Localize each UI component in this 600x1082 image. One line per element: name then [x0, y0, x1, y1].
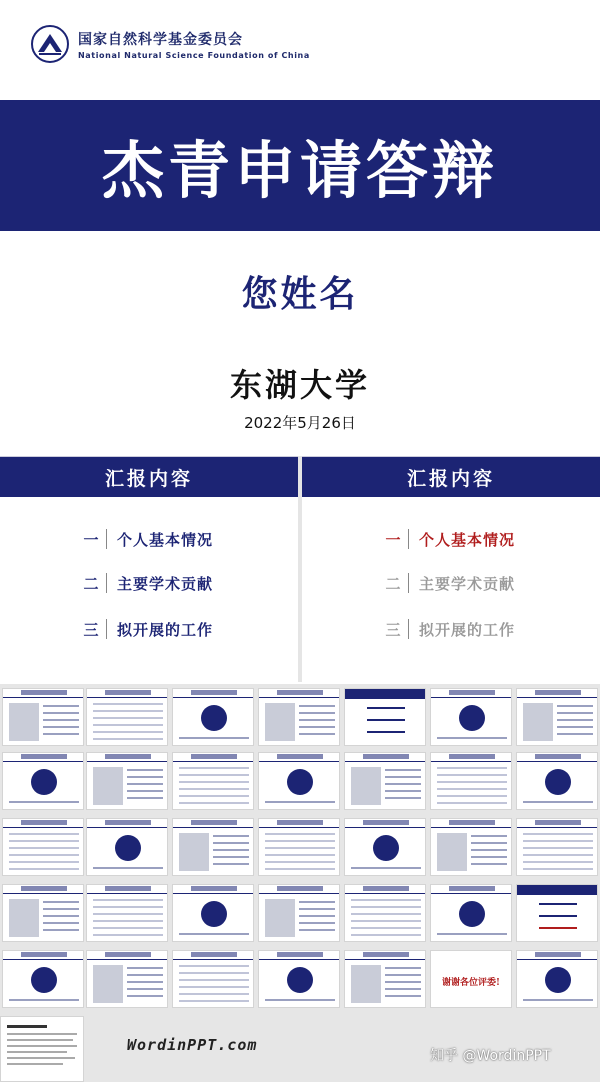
slide-thumbnail	[430, 752, 512, 810]
thumb-header-title	[105, 690, 151, 695]
thumb-line	[539, 903, 577, 905]
thumb-table-row	[179, 802, 249, 804]
thumb-line	[213, 863, 249, 865]
thumb-band	[345, 689, 426, 699]
slide-thumbnail	[516, 818, 598, 876]
thumb-line	[265, 801, 335, 803]
thumb-table-row	[93, 717, 163, 719]
thumb-table-row	[9, 847, 79, 849]
slide-thumbnail	[86, 818, 168, 876]
thumb-header	[431, 885, 511, 894]
thumb-header	[259, 885, 339, 894]
thumb-line	[43, 908, 79, 910]
slide-thumbnail	[516, 884, 598, 942]
slide-thumbnail	[172, 950, 254, 1008]
thumb-table-row	[93, 724, 163, 726]
thumb-line	[127, 797, 163, 799]
toc-label: 拟开展的工作	[419, 620, 516, 639]
thumb-line	[299, 915, 335, 917]
thumb-line	[471, 849, 507, 851]
thumb-line	[299, 901, 335, 903]
slide-thumbnail	[430, 884, 512, 942]
thumb-image	[93, 965, 123, 1003]
toc-item-dim	[382, 617, 515, 641]
thumb-line	[179, 737, 249, 739]
thumb-line	[127, 776, 163, 778]
thumb-line	[9, 999, 79, 1001]
thumb-header-title	[363, 886, 409, 891]
contents-slide-right	[302, 456, 600, 682]
thumb-header	[345, 951, 425, 960]
thumb-line	[471, 842, 507, 844]
thumb-band	[517, 885, 598, 895]
thumb-table-row	[93, 738, 163, 740]
thumb-table-row	[437, 788, 507, 790]
thumb-line	[557, 733, 593, 735]
thumb-header	[345, 753, 425, 762]
thumb-table-row	[437, 802, 507, 804]
thumb-header-title	[105, 886, 151, 891]
slide-thumbnail	[172, 752, 254, 810]
toc-item	[80, 617, 213, 641]
thumb-line	[437, 737, 507, 739]
thumb-header-title	[449, 820, 495, 825]
thumb-line	[299, 705, 335, 707]
thumb-header	[259, 689, 339, 698]
thumb-line	[265, 999, 335, 1001]
thumb-table-row	[179, 774, 249, 776]
thumb-table-row	[179, 993, 249, 995]
toc-divider	[106, 573, 107, 593]
thumb-line	[385, 974, 421, 976]
thumb-header	[87, 753, 167, 762]
slide-title: 杰青申请答辩	[101, 134, 498, 207]
thumb-table-row	[179, 979, 249, 981]
toc-num: 二	[83, 574, 99, 593]
thumb-header-title	[277, 754, 323, 759]
thumb-header	[3, 885, 83, 894]
thumb-header	[517, 753, 597, 762]
thumb-table-row	[265, 847, 335, 849]
thumb-line	[539, 927, 577, 929]
thumb-table-row	[265, 854, 335, 856]
thumb-line	[299, 712, 335, 714]
slide-thumbnail	[258, 818, 340, 876]
contents-heading-band	[302, 457, 600, 497]
slide-thumbnail	[258, 884, 340, 942]
slide-thumbnail	[258, 688, 340, 746]
thumb-header-title	[191, 820, 237, 825]
nsfc-logo-icon	[30, 24, 70, 64]
thumb-line	[43, 705, 79, 707]
org-name-en: National Natural Science Foundation of China	[78, 50, 310, 60]
thumb-header-title	[277, 952, 323, 957]
toc-divider	[408, 529, 409, 549]
toc-label: 拟开展的工作	[117, 620, 214, 639]
thumb-line	[43, 922, 79, 924]
thumb-header-title	[449, 754, 495, 759]
thumb-line	[557, 705, 593, 707]
thumb-line	[127, 967, 163, 969]
slide-thumbnail	[86, 752, 168, 810]
thumb-table-row	[523, 868, 593, 870]
thumb-table-row	[437, 795, 507, 797]
thumb-header-title	[277, 820, 323, 825]
thumb-table-row	[351, 906, 421, 908]
thumb-header-title	[21, 820, 67, 825]
presentation-date: 2022年5月26日	[244, 414, 356, 432]
slide-thumbnail	[344, 884, 426, 942]
thumb-line	[127, 783, 163, 785]
thumb-line	[385, 783, 421, 785]
org-header	[30, 22, 310, 66]
thumb-header-title	[449, 886, 495, 891]
slide-thumbnail	[2, 884, 84, 942]
thumb-table-row	[351, 913, 421, 915]
thumb-line	[179, 933, 249, 935]
thumb-table-row	[9, 868, 79, 870]
thumb-table-row	[93, 899, 163, 901]
thumb-circle	[459, 901, 485, 927]
thumb-header-title	[191, 690, 237, 695]
thumb-line	[385, 790, 421, 792]
thumb-header-title	[21, 952, 67, 957]
thumb-header-title	[191, 754, 237, 759]
slide-thumbnail	[430, 818, 512, 876]
thumb-table-row	[93, 934, 163, 936]
toc-item-dim	[382, 571, 515, 595]
thumb-line	[43, 915, 79, 917]
thumb-header-title	[363, 754, 409, 759]
thumb-table-row	[265, 840, 335, 842]
thumb-table-row	[93, 920, 163, 922]
thumb-circle	[31, 769, 57, 795]
thumb-line	[523, 801, 593, 803]
thumb-circle	[373, 835, 399, 861]
thumb-header	[3, 689, 83, 698]
thumb-header	[431, 689, 511, 698]
slide-thumbnail	[344, 818, 426, 876]
toc-num: 一	[83, 530, 99, 549]
org-name-zh: 国家自然科学基金委员会	[78, 31, 243, 48]
title-band	[0, 100, 600, 231]
thumb-line	[539, 915, 577, 917]
thumb-line	[557, 726, 593, 728]
thumb-table-row	[179, 986, 249, 988]
thumb-line	[43, 726, 79, 728]
thumb-header	[345, 819, 425, 828]
slide-thumbnail	[86, 884, 168, 942]
thumb-table-row	[437, 781, 507, 783]
slide-thumbnail	[2, 950, 84, 1008]
thumb-line	[213, 856, 249, 858]
thumb-table-row	[179, 767, 249, 769]
thumb-line	[43, 929, 79, 931]
toc-num: 二	[385, 574, 401, 593]
thumb-header-title	[21, 754, 67, 759]
thumb-line	[471, 835, 507, 837]
thumb-header-title	[105, 754, 151, 759]
thumb-line	[299, 908, 335, 910]
thumb-header	[173, 951, 253, 960]
slide-thumbnail	[344, 688, 426, 746]
applicant-name: 您姓名	[241, 273, 359, 315]
thumb-header	[3, 951, 83, 960]
thank-you-thumbnail	[430, 950, 512, 1008]
thumb-line	[93, 867, 163, 869]
thumb-header	[87, 819, 167, 828]
thumb-line	[127, 790, 163, 792]
thumb-header	[259, 951, 339, 960]
thumb-table-row	[179, 795, 249, 797]
toc-label: 主要学术贡献	[117, 574, 214, 593]
thumb-header-title	[535, 754, 581, 759]
thumb-header	[173, 689, 253, 698]
thumb-table-row	[437, 767, 507, 769]
thumb-circle	[545, 769, 571, 795]
thumb-line	[43, 733, 79, 735]
thumb-header	[517, 819, 597, 828]
thumb-table-row	[93, 927, 163, 929]
toc-divider	[106, 529, 107, 549]
thumb-line	[385, 967, 421, 969]
thumb-circle	[115, 835, 141, 861]
thumb-line	[43, 712, 79, 714]
thumb-table-row	[523, 861, 593, 863]
thumb-line	[299, 733, 335, 735]
thumb-header-title	[535, 952, 581, 957]
thumb-line	[299, 726, 335, 728]
thumb-header-title	[191, 952, 237, 957]
thumb-line	[367, 731, 405, 733]
thumb-table-row	[9, 833, 79, 835]
thumb-table-row	[523, 847, 593, 849]
thumb-line	[385, 981, 421, 983]
thumb-line	[385, 769, 421, 771]
thumb-circle	[31, 967, 57, 993]
university-name: 东湖大学	[229, 366, 370, 404]
thumb-circle	[459, 705, 485, 731]
slide-thumbnail	[86, 950, 168, 1008]
thumb-image	[265, 703, 295, 741]
thumb-header	[173, 885, 253, 894]
thumb-header	[173, 819, 253, 828]
contents-slide-left	[0, 456, 298, 682]
thumb-header	[517, 951, 597, 960]
thumb-line	[43, 719, 79, 721]
thumb-table-row	[179, 965, 249, 967]
slide-thumbnail	[516, 752, 598, 810]
thumb-table-row	[93, 710, 163, 712]
cover-slide	[0, 0, 600, 452]
thumb-image	[437, 833, 467, 871]
contents-heading: 汇报内容	[104, 467, 193, 490]
thumb-header-title	[277, 886, 323, 891]
slide-thumbnail	[2, 818, 84, 876]
slide-thumbnail	[172, 688, 254, 746]
thumb-line	[127, 981, 163, 983]
slide-thumbnail	[258, 752, 340, 810]
thumb-header	[345, 885, 425, 894]
thumb-line	[385, 988, 421, 990]
thumb-header-title	[191, 886, 237, 891]
thumb-header	[431, 819, 511, 828]
thumb-line	[471, 863, 507, 865]
thumb-line	[127, 995, 163, 997]
toc-label: 主要学术贡献	[419, 574, 516, 593]
toc-item	[80, 527, 213, 551]
slide-thumbnail	[344, 950, 426, 1008]
thumb-circle	[287, 769, 313, 795]
thumb-line	[437, 933, 507, 935]
thumb-header	[3, 819, 83, 828]
thumb-circle	[201, 705, 227, 731]
thumb-table-row	[93, 906, 163, 908]
thumb-line	[557, 719, 593, 721]
slide-thumbnail	[86, 688, 168, 746]
thumb-header-title	[363, 820, 409, 825]
thumb-line	[213, 842, 249, 844]
toc-divider	[408, 619, 409, 639]
thumb-table-row	[179, 788, 249, 790]
thumb-table-row	[523, 833, 593, 835]
thumb-header-title	[21, 690, 67, 695]
document-thumbnail	[0, 1016, 84, 1082]
thumb-table-row	[351, 899, 421, 901]
thumb-header	[517, 689, 597, 698]
thumb-table-row	[179, 781, 249, 783]
thumb-table-row	[265, 868, 335, 870]
thumb-table-row	[523, 854, 593, 856]
thumb-line	[127, 988, 163, 990]
thumb-header	[259, 819, 339, 828]
thumb-circle	[545, 967, 571, 993]
slide-thumbnail	[516, 950, 598, 1008]
thumb-circle	[201, 901, 227, 927]
thumb-header-title	[363, 952, 409, 957]
contents-heading: 汇报内容	[406, 467, 495, 490]
thumb-line	[127, 769, 163, 771]
thumb-header	[173, 753, 253, 762]
thumb-table-row	[9, 861, 79, 863]
thumb-header-title	[105, 820, 151, 825]
toc-item	[80, 571, 213, 595]
slide-thumbnail	[430, 688, 512, 746]
thumb-header	[87, 951, 167, 960]
thumb-image	[93, 767, 123, 805]
thumb-table-row	[437, 774, 507, 776]
thumb-image	[523, 703, 553, 741]
thumb-line	[471, 856, 507, 858]
thumb-header-title	[535, 690, 581, 695]
slide-thumbnail	[172, 884, 254, 942]
thumb-header-title	[535, 820, 581, 825]
thumb-line	[385, 995, 421, 997]
slide-thumbnail	[2, 688, 84, 746]
thumb-line	[299, 922, 335, 924]
thumb-line	[9, 801, 79, 803]
thumb-circle	[287, 967, 313, 993]
thumb-table-row	[9, 840, 79, 842]
thumb-image	[351, 767, 381, 805]
thumb-table-row	[351, 927, 421, 929]
thumb-image	[265, 899, 295, 937]
slide-thumbnail	[258, 950, 340, 1008]
thumb-table-row	[179, 1000, 249, 1002]
thumb-header-title	[277, 690, 323, 695]
thumb-line	[299, 929, 335, 931]
toc-num: 三	[83, 620, 99, 639]
thumb-line	[523, 999, 593, 1001]
thumb-header	[3, 753, 83, 762]
thumb-line	[213, 849, 249, 851]
thumb-table-row	[93, 913, 163, 915]
thumb-line	[367, 707, 405, 709]
toc-num: 三	[385, 620, 401, 639]
thumb-header	[431, 753, 511, 762]
toc-label: 个人基本情况	[419, 530, 516, 549]
thumb-line	[351, 867, 421, 869]
thumb-table-row	[351, 934, 421, 936]
thumb-table-row	[523, 840, 593, 842]
thumb-line	[385, 797, 421, 799]
thumb-line	[299, 719, 335, 721]
thumb-table-row	[351, 920, 421, 922]
thumb-table-row	[179, 972, 249, 974]
thumb-line	[385, 776, 421, 778]
thumb-table-row	[93, 731, 163, 733]
toc-divider	[106, 619, 107, 639]
toc-divider	[408, 573, 409, 593]
thumb-image	[9, 703, 39, 741]
thumb-table-row	[9, 854, 79, 856]
thumb-table-row	[265, 833, 335, 835]
thumb-header	[87, 885, 167, 894]
thumb-table-row	[265, 861, 335, 863]
thumb-image	[179, 833, 209, 871]
zhihu-watermark: 知乎 @WordinPPT	[430, 1048, 551, 1064]
toc-label: 个人基本情况	[117, 530, 214, 549]
slide-thumbnail	[172, 818, 254, 876]
slide-thumbnail	[2, 752, 84, 810]
brand-watermark: WordinPPT.com	[127, 1036, 258, 1054]
thumb-header	[259, 753, 339, 762]
thumb-header-title	[21, 886, 67, 891]
thumb-line	[557, 712, 593, 714]
thumb-image	[9, 899, 39, 937]
thumb-header-title	[449, 690, 495, 695]
thumb-image	[351, 965, 381, 1003]
contents-heading-band	[0, 457, 298, 497]
thumb-header-title	[105, 952, 151, 957]
slide-thumbnail	[516, 688, 598, 746]
thumb-line	[43, 901, 79, 903]
thumb-table-row	[93, 703, 163, 705]
toc-item-active	[382, 527, 515, 551]
toc-num: 一	[385, 530, 401, 549]
thumb-line	[367, 719, 405, 721]
slide-thumbnail	[344, 752, 426, 810]
thumb-line	[213, 835, 249, 837]
thumb-line	[127, 974, 163, 976]
thumb-header	[87, 689, 167, 698]
thank-you-text: 谢谢各位评委!	[442, 978, 500, 988]
